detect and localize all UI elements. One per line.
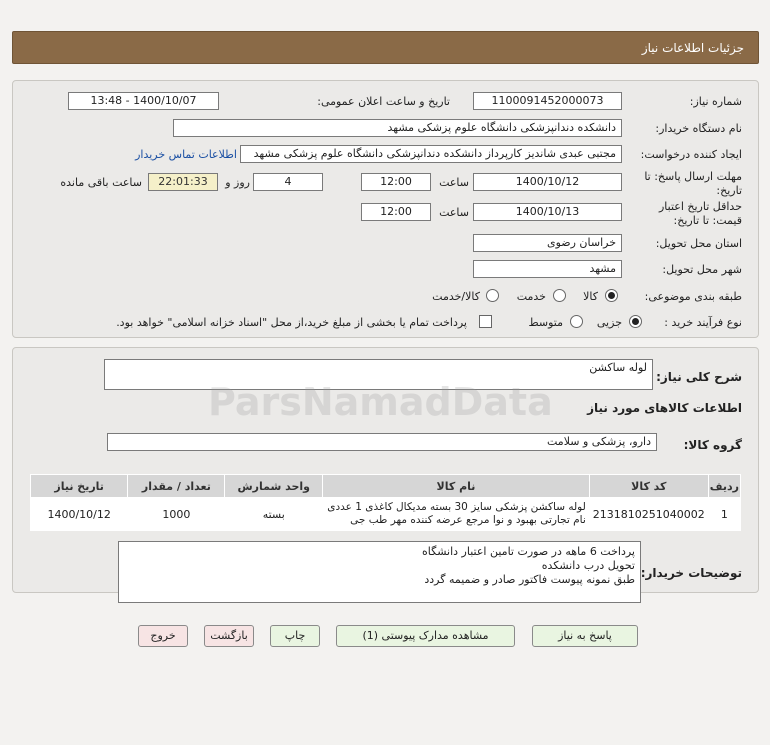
process-option-minor: جزیی: [596, 316, 622, 329]
attachments-button[interactable]: مشاهده مدارک پیوستی (1): [336, 625, 515, 647]
category-radio-goods[interactable]: [605, 289, 618, 302]
col-name-header: نام کالا: [323, 475, 589, 497]
buyer-notes-label: توضیحات خریدار:: [640, 566, 742, 580]
buyer-note-line-3: طبق نمونه پیوست فاکتور صادر و ضمیمه گردد: [424, 573, 635, 586]
category-label: طبقه بندی موضوعی:: [644, 290, 742, 303]
process-option-medium: متوسط: [528, 316, 563, 329]
process-radio-minor[interactable]: [629, 315, 642, 328]
reply-deadline-label: مهلت ارسال پاسخ: تا: [644, 170, 742, 183]
category-radio-goods-service[interactable]: [486, 289, 499, 302]
announce-date-field: 1400/10/07 - 13:48: [68, 92, 219, 110]
goods-group-field: دارو، پزشکی و سلامت: [107, 433, 657, 451]
goods-info-title: اطلاعات کالاهای مورد نیاز: [587, 401, 742, 415]
requester-field: مجتبی عبدی شاندیز کارپرداز دانشکده دندانپزشکی دانشگاه علوم پزشکی مشهد: [240, 145, 622, 163]
item-need-date: 1400/10/12: [31, 498, 127, 530]
need-number-label: شماره نیاز:: [689, 95, 742, 108]
price-validity-label-2: قیمت: تا تاریخ:: [673, 214, 742, 227]
buyer-contact-link[interactable]: اطلاعات تماس خریدار: [135, 148, 237, 161]
exit-button[interactable]: خروج: [138, 625, 188, 647]
need-number-field: 1100091452000073: [473, 92, 622, 110]
buyer-note-line-2: تحویل درب دانشکده: [541, 559, 635, 572]
table-row: [31, 498, 740, 530]
price-validity-date-field: 1400/10/13: [473, 203, 622, 221]
item-unit: بسته: [225, 498, 322, 530]
treasury-payment-checkbox[interactable]: [479, 315, 492, 328]
remaining-time-field: 22:01:33: [148, 173, 218, 191]
reply-date-field: 1400/10/12: [473, 173, 622, 191]
goods-table-header: [31, 475, 740, 497]
need-summary-label: شرح کلی نیاز:: [656, 370, 742, 384]
col-code-header: کد کالا: [590, 475, 708, 497]
print-button[interactable]: چاپ: [270, 625, 320, 647]
delivery-city-field: مشهد: [473, 260, 622, 278]
process-radio-medium[interactable]: [570, 315, 583, 328]
goods-group-label: گروه کالا:: [683, 438, 742, 452]
col-date-header: تاریخ نیاز: [31, 475, 127, 497]
delivery-city-label: شهر محل تحویل:: [662, 263, 742, 276]
delivery-province-label: استان محل تحویل:: [655, 237, 742, 250]
page-title: جزئیات اطلاعات نیاز: [641, 41, 744, 55]
reply-days-label: روز و: [225, 176, 250, 189]
reply-days-field: 4: [253, 173, 323, 191]
price-validity-time-label: ساعت: [439, 206, 469, 219]
remaining-time-label: ساعت باقی مانده: [60, 176, 142, 189]
reply-deadline-label-2: تاریخ:: [716, 184, 742, 197]
buyer-org-field: دانشکده دندانپزشکی دانشگاه علوم پزشکی مشهد: [173, 119, 622, 137]
category-option-goods-service: کالا/خدمت: [432, 290, 480, 303]
item-name: لوله ساکشن پزشکی سایز 30 بسته مدیکال کاغذی 1 عددی نام تجارتی بهبود و نوا مرجع عرضه کننده مهر طب جی: [323, 498, 589, 530]
category-option-goods: کالا: [583, 290, 598, 303]
buyer-note-line-1: پرداخت 6 ماهه در صورت تامین اعتبار دانشگاه: [422, 545, 635, 558]
reply-time-field: 12:00: [361, 173, 431, 191]
process-type-label: نوع فرآیند خرید :: [664, 316, 742, 329]
requester-label: ایجاد کننده درخواست:: [640, 148, 742, 161]
price-validity-time-field: 12:00: [361, 203, 431, 221]
need-summary-field: لوله ساکشن: [104, 359, 653, 390]
reply-time-label: ساعت: [439, 176, 469, 189]
page-header: [12, 31, 759, 64]
treasury-payment-text: پرداخت تمام یا بخشی از مبلغ خرید،از محل "اسناد خزانه اسلامی" خواهد بود.: [116, 316, 467, 329]
brand-watermark: ParsNamadData: [208, 380, 553, 424]
buyer-notes-field: [118, 541, 641, 603]
buyer-org-label: نام دستگاه خریدار:: [655, 122, 742, 135]
col-unit-header: واحد شمارش: [225, 475, 322, 497]
back-button[interactable]: بازگشت: [204, 625, 254, 647]
col-qty-header: تعداد / مقدار: [128, 475, 224, 497]
item-quantity: 1000: [128, 498, 224, 530]
delivery-province-field: خراسان رضوی: [473, 234, 622, 252]
item-code: 2131810251040002: [590, 498, 708, 530]
announce-date-label: تاریخ و ساعت اعلان عمومی:: [317, 95, 450, 108]
category-option-service: خدمت: [516, 290, 546, 303]
reply-button[interactable]: پاسخ به نیاز: [532, 625, 638, 647]
price-validity-label: حداقل تاریخ اعتبار: [658, 200, 742, 213]
category-radio-service[interactable]: [553, 289, 566, 302]
goods-table: [30, 474, 741, 531]
col-row-header: ردیف: [709, 475, 740, 497]
row-number: 1: [709, 498, 740, 530]
